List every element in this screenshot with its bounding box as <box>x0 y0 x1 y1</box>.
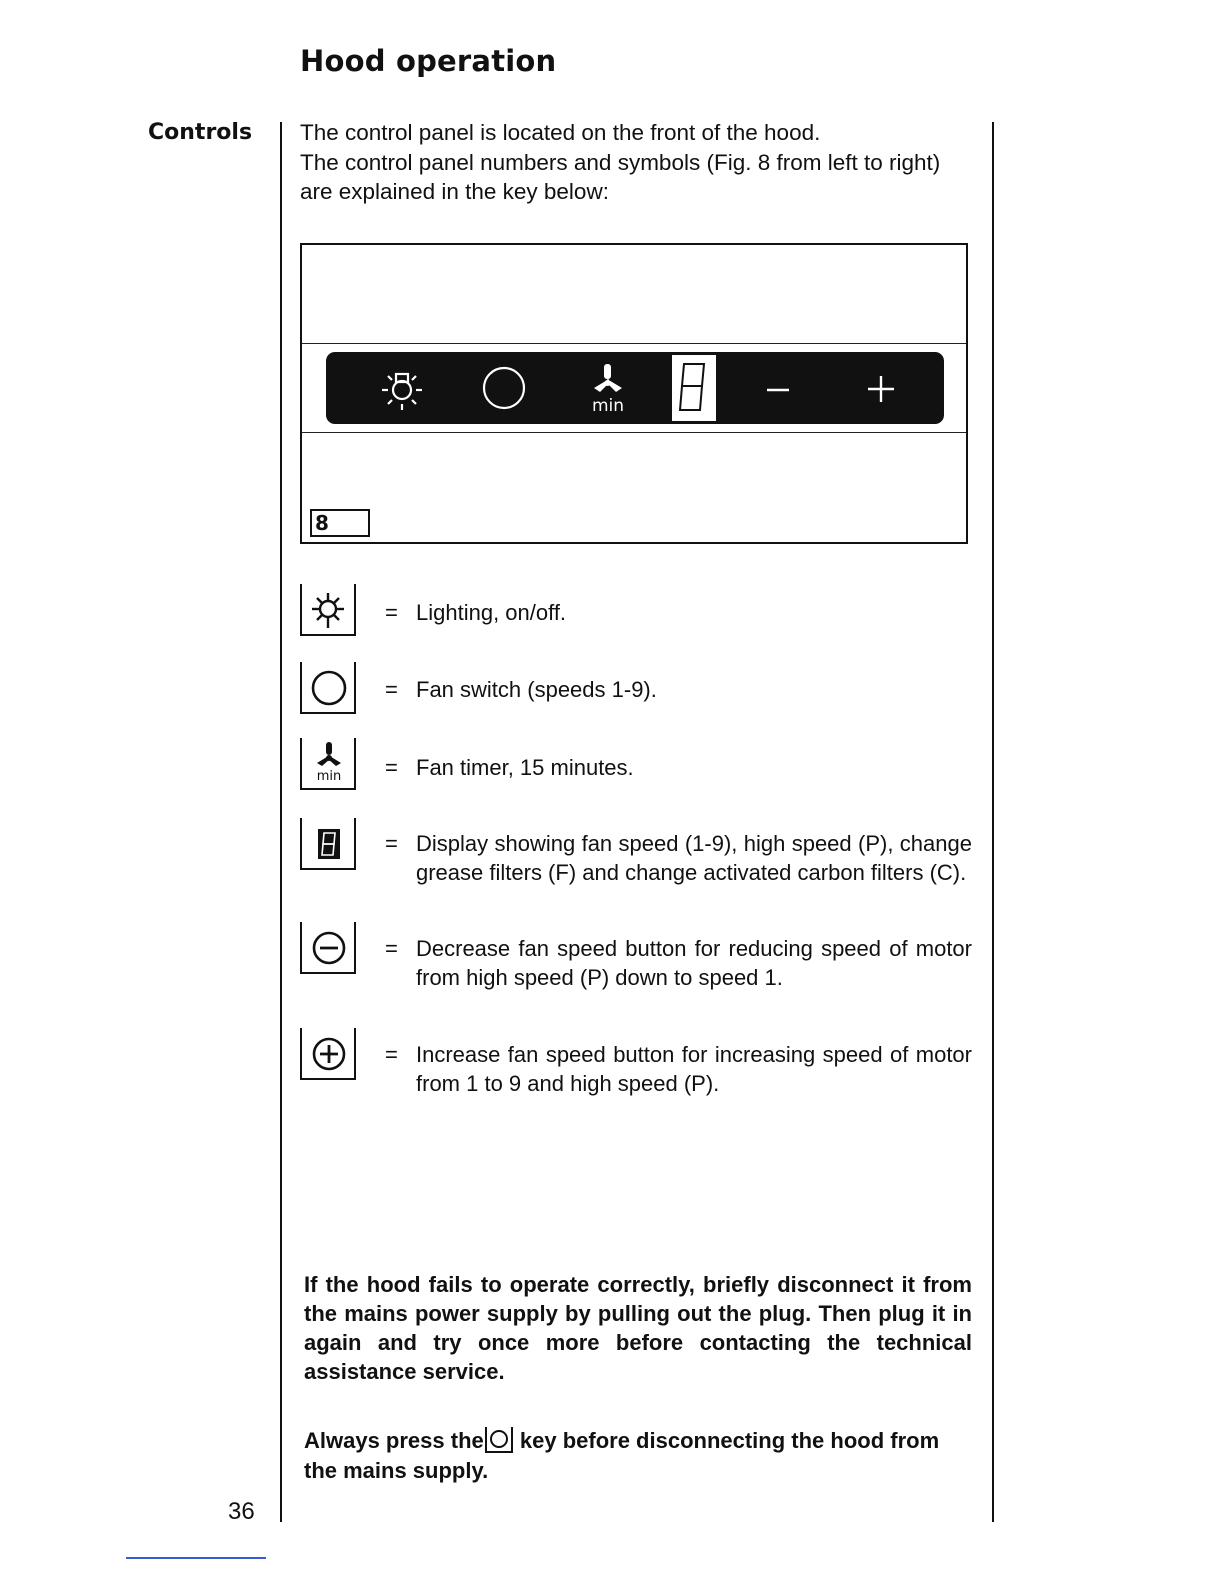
key-light-desc: Lighting, on/off. <box>416 600 567 625</box>
always-text-after: key before disconnecting the hood from the mains supply. <box>304 1428 940 1483</box>
left-rule <box>280 122 282 1522</box>
equals-sign: = <box>385 831 398 856</box>
key-light-icon <box>300 584 356 636</box>
equals-sign: = <box>385 936 398 961</box>
key-speed-display-icon <box>300 818 356 870</box>
key-decrease-desc: Decrease fan speed button for reducing speed of motor from high speed (P) down to speed 1. <box>416 936 972 990</box>
right-rule <box>992 122 994 1522</box>
control-panel-figure <box>300 243 968 544</box>
page-title: Hood operation <box>300 44 557 78</box>
figure-label: 8 <box>310 509 370 537</box>
panel-fan-timer-icon <box>594 364 622 392</box>
panel-speed-display <box>672 355 716 421</box>
section-heading: Controls <box>148 120 253 145</box>
key-speed-display-desc: Display showing fan speed (1-9), high speed (P), change grease filters (F) and change activated carbon filters (C). <box>416 831 972 885</box>
always-text-before: Always press the <box>304 1428 484 1453</box>
equals-sign: = <box>385 600 398 625</box>
intro-line: The control panel is located on the front of the hood. <box>300 120 821 145</box>
key-fan-switch-desc: Fan switch (speeds 1-9). <box>416 677 657 702</box>
key-increase-desc: Increase fan speed button for increasing speed of motor from 1 to 9 and high speed (P). <box>416 1042 972 1096</box>
page-number: 36 <box>228 1498 255 1525</box>
equals-sign: = <box>385 1042 398 1067</box>
panel-fan-switch-icon <box>484 368 524 408</box>
panel-plus-icon <box>868 376 894 402</box>
key-fan-timer-desc: Fan timer, 15 minutes. <box>416 755 634 780</box>
key-timer-label: min <box>316 769 342 784</box>
panel-strip <box>302 343 966 433</box>
footer-rule <box>126 1557 266 1559</box>
fan-switch-key-icon <box>485 1427 513 1453</box>
panel-light-icon <box>382 374 422 410</box>
always-paragraph <box>304 1426 972 1486</box>
key-decrease-icon <box>300 922 356 974</box>
intro-paragraph <box>300 118 980 207</box>
equals-sign: = <box>385 755 398 780</box>
control-panel <box>326 352 944 424</box>
intro-line: The control panel numbers and symbols (Fig. 8 from left to right) <box>300 149 941 175</box>
panel-timer-label: min <box>591 396 625 416</box>
intro-line: are explained in the key below: <box>300 179 609 204</box>
key-fan-switch-icon <box>300 662 356 714</box>
key-fan-timer-icon <box>300 738 356 790</box>
equals-sign: = <box>385 677 398 702</box>
warning-paragraph: If the hood fails to operate correctly, briefly disconnect it from the mains power supply by pulling out the plug. Then plug it in again and try once more before contacting the technical assistance service. <box>304 1272 972 1384</box>
key-increase-icon <box>300 1028 356 1080</box>
